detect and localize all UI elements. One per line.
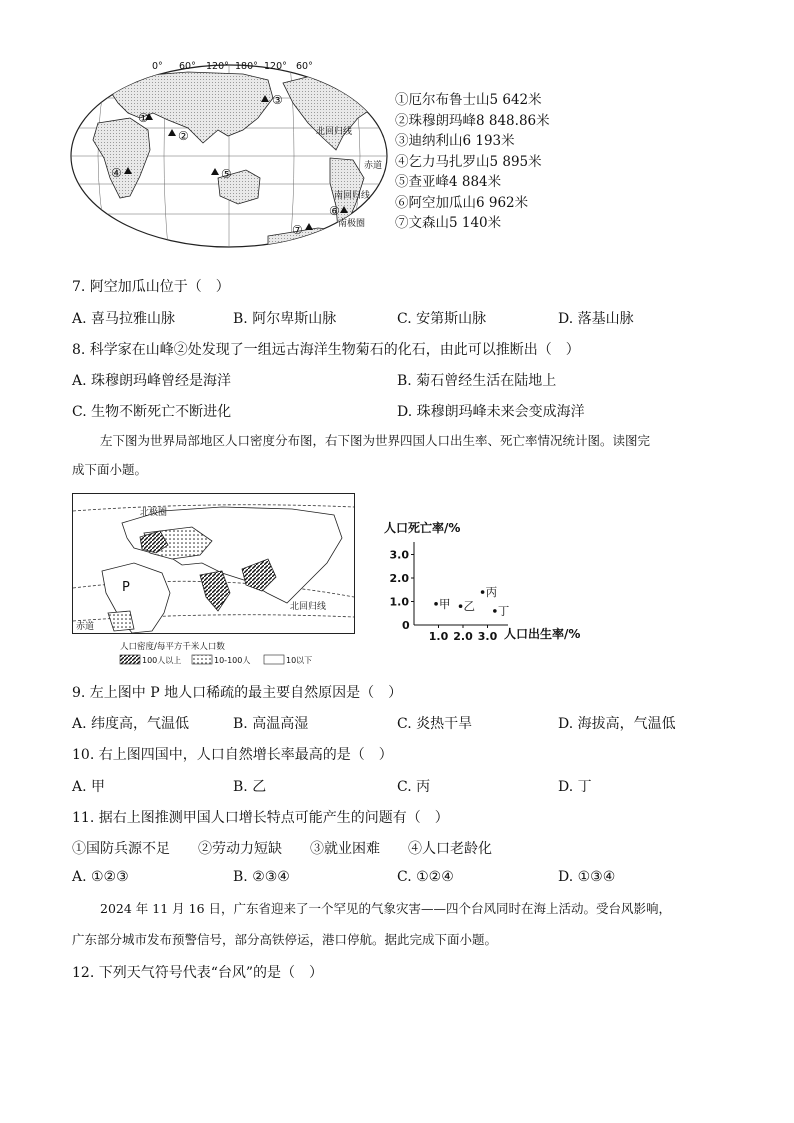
question-11-stem: 11. 据右上图推测甲国人口增长特点可能产生的问题有（ ） — [72, 810, 449, 826]
data-point-label: 丙 — [485, 585, 498, 600]
lon-label: 0° — [152, 61, 163, 72]
y-tick-label: 1.0 — [389, 595, 409, 609]
q9-option-c[interactable]: C. 炎热干旱 — [397, 716, 473, 732]
question-9-stem: 9. 左上图中 P 地人口稀疏的最主要自然原因是（ ） — [72, 685, 403, 701]
q7-option-d[interactable]: D. 落基山脉 — [558, 311, 634, 327]
birth-death-rate-chart — [380, 518, 600, 644]
question-8-stem: 8. 科学家在山峰②处发现了一组远古海洋生物菊石的化石，由此可以推断出（ ） — [72, 342, 580, 358]
data-point — [434, 602, 438, 606]
data-point-label: 甲 — [439, 596, 451, 611]
legend-label-dense: 100人以上 — [142, 656, 182, 665]
tropic-capricorn-label: 南回归线 — [334, 191, 371, 201]
origin-label: 0 — [402, 619, 410, 632]
q7-option-c[interactable]: C. 安第斯山脉 — [397, 311, 487, 327]
peak-marker-4: ④ — [111, 166, 122, 180]
data-point — [459, 604, 463, 608]
q11-option-c[interactable]: C. ①②④ — [397, 869, 454, 885]
peak-item: ②珠穆朗玛峰8 848.86米 — [395, 112, 550, 129]
arctic-circle-label: 北极圈 — [140, 508, 168, 518]
question-12-stem: 12. 下列天气符号代表“台风”的是（ ） — [72, 965, 324, 981]
q8-option-a[interactable]: A. 珠穆朗玛峰曾经是海洋 — [72, 373, 232, 389]
question-7-stem: 7. 阿空加瓜山位于（ ） — [72, 279, 230, 295]
x-axis-label: 人口出生率/% — [504, 627, 581, 641]
peak-marker-7: ⑦ — [292, 223, 303, 237]
density-legend-title: 人口密度/每平方千米人口数 — [120, 642, 225, 652]
y-axis-label: 人口死亡率/% — [384, 521, 461, 535]
q11-item-2: ②劳动力短缺 — [198, 841, 282, 857]
q11-option-d[interactable]: D. ①③④ — [558, 869, 616, 885]
q9-option-a[interactable]: A. 纬度高，气温低 — [72, 716, 190, 732]
legend-swatch-dense — [120, 655, 140, 664]
peak-item: ⑥阿空加瓜山6 962米 — [395, 194, 529, 211]
data-point-label: 乙 — [463, 599, 476, 614]
peak-item: ③迪纳利山6 193米 — [395, 133, 515, 149]
y-tick-label: 3.0 — [389, 548, 409, 562]
peak-item: ⑦文森山5 140米 — [395, 215, 502, 231]
q7-option-a[interactable]: A. 喜马拉雅山脉 — [72, 311, 176, 327]
lon-label: 60° — [296, 61, 313, 72]
equator-label: 赤道 — [76, 622, 95, 632]
lon-label: 60° — [179, 61, 196, 72]
x-tick-label: 1.0 — [428, 630, 449, 643]
q9-option-d[interactable]: D. 海拔高，气温低 — [558, 716, 676, 732]
data-point — [493, 609, 497, 613]
population-density-map — [72, 493, 356, 668]
point-p-label: P — [122, 580, 130, 595]
data-point — [481, 590, 485, 594]
q10-option-d[interactable]: D. 丁 — [558, 779, 592, 795]
world-peaks-map — [68, 58, 390, 248]
peak-marker-5: ⑤ — [221, 167, 232, 181]
peak-legend — [395, 90, 550, 234]
intro-paragraph-1-line1: 左下图为世界局部地区人口密度分布图，右下图为世界四国人口出生率、死亡率情况统计图。读图完 — [100, 433, 651, 448]
x-tick-label: 3.0 — [477, 630, 498, 643]
q10-option-a[interactable]: A. 甲 — [72, 779, 106, 795]
tropic-label: 北回归线 — [290, 602, 327, 612]
intro-paragraph-2-line2: 广东部分城市发布预警信号，部分高铁停运，港口停航。据此完成下面小题。 — [72, 932, 498, 947]
antarctic-circle-label: 南极圈 — [338, 219, 366, 229]
q7-option-b[interactable]: B. 阿尔卑斯山脉 — [233, 311, 337, 327]
peak-item: ①厄尔布鲁士山5 642米 — [395, 92, 542, 108]
q8-option-b[interactable]: B. 菊石曾经生活在陆地上 — [397, 373, 557, 389]
q11-option-a[interactable]: A. ①②③ — [72, 869, 129, 885]
peak-marker-1: ① — [138, 111, 149, 125]
equator-label: 赤道 — [364, 161, 383, 171]
q8-option-d[interactable]: D. 珠穆朗玛峰未来会变成海洋 — [397, 404, 585, 420]
lon-label: 120° — [206, 61, 229, 72]
q10-option-c[interactable]: C. 丙 — [397, 779, 431, 795]
y-tick-label: 2.0 — [389, 572, 409, 585]
legend-swatch-medium — [192, 655, 212, 664]
peak-marker-2: ② — [178, 129, 189, 143]
legend-swatch-sparse — [264, 655, 284, 664]
q11-item-1: ①国防兵源不足 — [72, 841, 170, 857]
peak-marker-3: ③ — [272, 93, 283, 107]
q10-option-b[interactable]: B. 乙 — [233, 779, 267, 795]
peak-item: ⑤查亚峰4 884米 — [395, 174, 502, 190]
intro-paragraph-1-line2: 成下面小题。 — [72, 462, 148, 477]
legend-label-medium: 10-100人 — [214, 656, 251, 665]
peak-item: ④乞力马扎罗山5 895米 — [395, 153, 542, 170]
question-10-stem: 10. 右上图四国中，人口自然增长率最高的是（ ） — [72, 747, 393, 763]
lon-label: 120° — [264, 61, 287, 72]
q11-item-4: ④人口老龄化 — [408, 841, 492, 857]
data-point-label: 丁 — [497, 603, 510, 618]
peak-marker-6: ⑥ — [329, 204, 340, 218]
x-tick-label: 2.0 — [453, 630, 473, 643]
q11-item-3: ③就业困难 — [310, 841, 380, 857]
q9-option-b[interactable]: B. 高温高湿 — [233, 716, 309, 732]
q11-option-b[interactable]: B. ②③④ — [233, 869, 290, 885]
lon-label: 180° — [235, 61, 258, 72]
intro-paragraph-2-line1: 2024 年 11 月 16 日，广东省迎来了一个罕见的气象灾害——四个台风同时在海上活动。受台风影响， — [100, 901, 671, 916]
tropic-cancer-label: 北回归线 — [316, 127, 353, 137]
legend-label-sparse: 10以下 — [286, 656, 313, 665]
q8-option-c[interactable]: C. 生物不断死亡不断进化 — [72, 404, 232, 420]
